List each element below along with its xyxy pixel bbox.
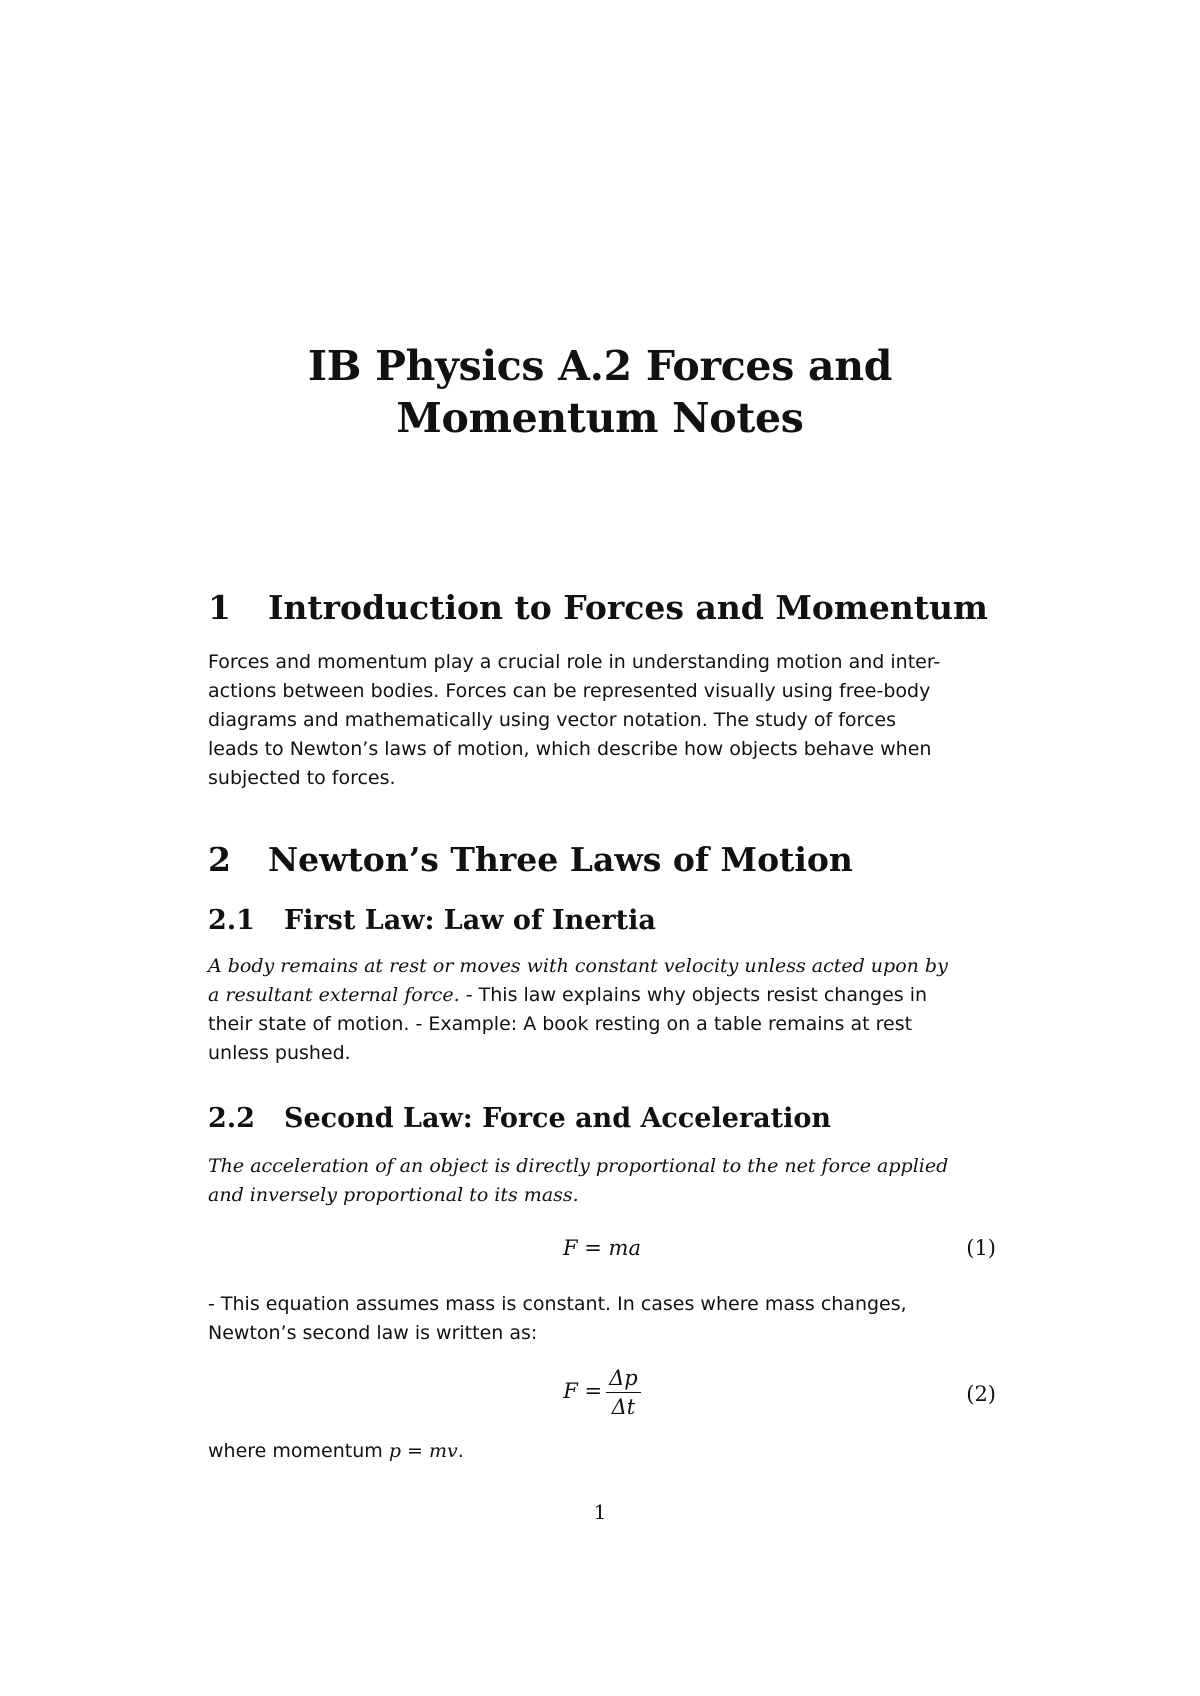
section-1-title: Introduction to Forces and Momentum [268, 588, 988, 627]
equation-1-expression: F = ma [563, 1236, 641, 1260]
subsection-2-2-title: Second Law: Force and Acceleration [284, 1103, 832, 1134]
section-1-heading [208, 588, 988, 628]
equation-1 [208, 1236, 996, 1296]
section-2-heading [208, 840, 853, 880]
subsection-2-2-heading [208, 1102, 831, 1136]
subsection-2-2-number: 2.2 [208, 1103, 255, 1134]
page-number: 1 [593, 1500, 607, 1524]
subsection-2-1-heading [208, 904, 656, 938]
momentum-definition [208, 1437, 996, 1466]
section-1-line-3: diagrams and mathematically using vector notation. The study of forces [208, 709, 896, 731]
title-line-2: Momentum Notes [396, 394, 804, 442]
equation-2-fraction [606, 1366, 641, 1419]
momentum-prefix: where momentum [208, 1440, 389, 1462]
section-2-number: 2 [208, 840, 231, 879]
section-1-line-4: leads to Newton’s laws of motion, which describe how objects behave when [208, 738, 932, 760]
section-2-title: Newton’s Three Laws of Motion [268, 840, 853, 879]
title-line-1: IB Physics A.2 Forces and [307, 342, 893, 390]
second-law-statement-line-1: The acceleration of an object is directly proportional to the net force applied [208, 1155, 949, 1177]
equation-2 [208, 1366, 996, 1426]
equation-2-expression [208, 1366, 996, 1419]
equation-2-denominator: Δt [611, 1395, 636, 1419]
section-1-paragraph [208, 648, 996, 793]
second-law-statement-line-2: and inversely proportional to its mass. [208, 1184, 579, 1206]
subsection-2-1-paragraph [208, 952, 996, 1068]
momentum-definition-line [208, 1437, 996, 1466]
second-law-text [208, 1290, 996, 1348]
first-law-line-2-rest: - This law explains why objects resist changes in [459, 984, 928, 1006]
momentum-expression: p = mv [388, 1440, 458, 1462]
first-law-statement-line-2: a resultant external force. [208, 984, 460, 1006]
first-law-line-4: unless pushed. [208, 1042, 351, 1064]
first-law-statement-line-1: A body remains at rest or moves with constant velocity unless acted upon by [208, 955, 948, 977]
section-1-line-1: Forces and momentum play a crucial role in understanding motion and inter- [208, 651, 941, 673]
section-1-line-2: actions between bodies. Forces can be represented visually using free-body [208, 680, 931, 702]
second-law-text-line-1: - This equation assumes mass is constant. In cases where mass changes, [208, 1293, 907, 1315]
page-title [200, 340, 1000, 444]
momentum-suffix: . [457, 1440, 464, 1462]
section-1-number: 1 [208, 588, 231, 627]
second-law-text-line-2: Newton’s second law is written as: [208, 1322, 538, 1344]
section-1-line-5: subjected to forces. [208, 767, 396, 789]
equation-2-lhs: F = [563, 1379, 603, 1403]
equation-2-numerator: Δp [606, 1366, 641, 1393]
subsection-2-1-title: First Law: Law of Inertia [284, 905, 656, 936]
subsection-2-1-number: 2.1 [208, 905, 255, 936]
first-law-line-2 [208, 981, 996, 1010]
equation-2-number: (2) [966, 1382, 996, 1406]
second-law-statement [208, 1152, 996, 1210]
equation-1-number: (1) [966, 1236, 996, 1260]
first-law-line-3: their state of motion. - Example: A book resting on a table remains at rest [208, 1013, 913, 1035]
